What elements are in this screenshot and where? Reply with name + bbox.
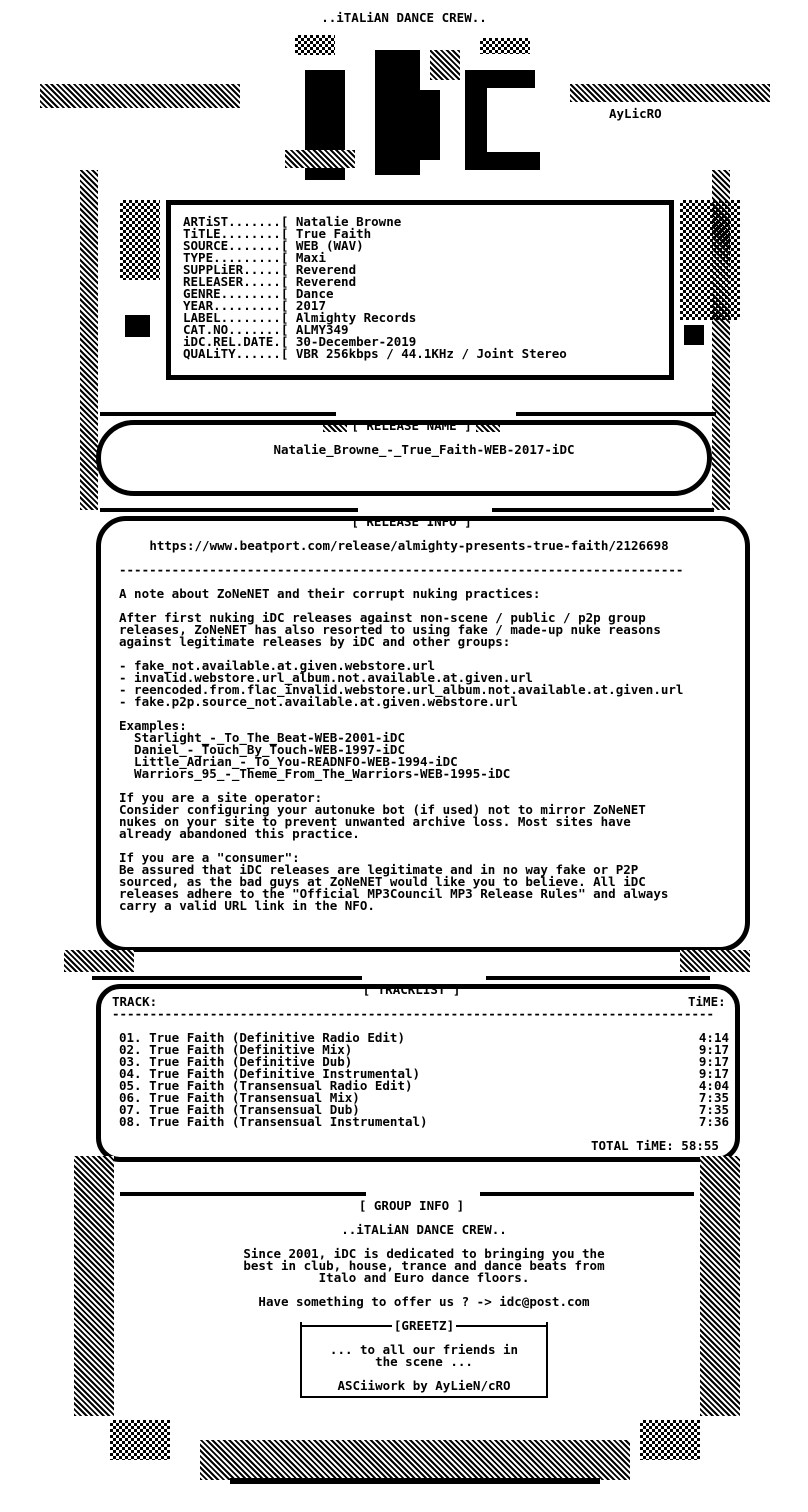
group-info-rule-left <box>120 1192 366 1196</box>
info-key: YEAR.........[ <box>183 298 289 313</box>
tracklist-ornament-left <box>64 950 134 972</box>
info-key: SUPPLiER.....[ <box>183 262 289 277</box>
left-dots <box>120 200 160 280</box>
operator-title: If you are a site operator: <box>119 790 323 805</box>
ascii-credit-top: AyLicRO <box>609 106 662 121</box>
info-key: QUALiTY......[ <box>183 346 289 361</box>
example-item: Little_Adrian_-_To_You-READNFO-WEB-1994-iDC <box>119 754 458 769</box>
info-key: TiTLE........[ <box>183 226 289 241</box>
nuke-reason-item: - invalid.webstore.url_album.not.available.at.given.url <box>119 670 533 685</box>
greetz-text <box>300 1344 548 1368</box>
greetz-line: ... to all our friends in <box>329 1342 519 1357</box>
time-header: TiME: <box>688 994 726 1009</box>
greetz-line: the scene ... <box>375 1354 473 1369</box>
info-value: ALMY349 <box>288 322 349 337</box>
consumer-text <box>119 864 719 912</box>
bottom-ornament-bar <box>230 1478 600 1484</box>
info-row <box>183 348 567 360</box>
tracklist-rule-right <box>486 976 710 980</box>
release-name-rule-right <box>516 412 716 416</box>
examples-list <box>119 732 719 780</box>
info-key: TYPE.........[ <box>183 250 289 265</box>
tracklist-label: [ TRACKLIST ] <box>359 982 465 997</box>
total-time: TOTAL TiME: 58:55 <box>591 1138 719 1153</box>
greetz-label: [GREETZ] <box>393 1318 455 1333</box>
track-row <box>119 1116 729 1128</box>
ascii-credit: ASCiiwork by AyLieN/cRO <box>337 1378 511 1393</box>
info-value: Natalie Browne <box>288 214 402 229</box>
info-value: True Faith <box>288 226 372 241</box>
info-value: Dance <box>288 286 334 301</box>
release-name-box <box>96 420 712 496</box>
track-time: 9:17 <box>698 1054 729 1069</box>
track-title: 06. True Faith (Transensual Mix) <box>119 1090 360 1105</box>
group-text-line: best in club, house, trance and dance beats from <box>243 1258 605 1273</box>
info-value: Maxi <box>288 250 326 265</box>
nuke-reason-item: - fake_not.available.at.given.webstore.url <box>119 658 436 673</box>
paragraph-line: After first nuking iDC releases against non-scene / public / p2p group <box>119 610 646 625</box>
divider: --------------------------------------------------------------------------- <box>119 562 684 577</box>
info-fields <box>183 216 567 360</box>
paragraph-line: already abandoned this practice. <box>119 826 360 841</box>
track-time: 9:17 <box>698 1066 729 1081</box>
paragraph-line: nukes on your site to prevent unwanted archive loss. Most sites have <box>119 814 631 829</box>
release-name-value: Natalie_Browne_-_True_Faith-WEB-2017-iDC <box>273 442 575 457</box>
info-value: Reverend <box>288 274 357 289</box>
track-time: 7:35 <box>698 1090 729 1105</box>
track-title: 01. True Faith (Definitive Radio Edit) <box>119 1030 405 1045</box>
info-key: GENRE........[ <box>183 286 289 301</box>
track-title: 05. True Faith (Transensual Radio Edit) <box>119 1078 413 1093</box>
left-ornament-top <box>40 84 240 108</box>
info-value: Reverend <box>288 262 357 277</box>
examples-title: Examples: <box>119 718 187 733</box>
group-text <box>0 1248 808 1284</box>
release-name-rule-left <box>100 412 336 416</box>
nuke-reason-item: - fake.p2p.source_not.available.at.given.webstore.url <box>119 694 518 709</box>
nuke-reasons-list <box>119 660 719 708</box>
tracklist-rule-left <box>92 976 362 980</box>
example-item: Starlight_-_To_The_Beat-WEB-2001-iDC <box>119 730 405 745</box>
track-title: 08. True Faith (Transensual Instrumental) <box>119 1114 428 1129</box>
track-time: 7:35 <box>698 1102 729 1117</box>
release-info-rule-right <box>492 508 714 512</box>
release-info-body <box>119 540 719 912</box>
info-key: iDC.REL.DATE.[ <box>183 334 289 349</box>
note-title: A note about ZoNeNET and their corrupt nuking practices: <box>119 586 541 601</box>
paragraph-line: sourced, as the bad guys at ZoNeNET would like you to believe. All iDC <box>119 874 646 889</box>
idc-logo <box>280 30 550 170</box>
consumer-title: If you are a "consumer": <box>119 850 300 865</box>
release-info-rule-left <box>100 508 358 512</box>
operator-text <box>119 804 719 840</box>
info-key: CAT.NO.......[ <box>183 322 289 337</box>
crew-line-top: ..iTALiAN DANCE CREW.. <box>321 10 487 25</box>
group-info-label: [ GROUP INFO ] <box>355 1198 468 1213</box>
info-key: SOURCE.......[ <box>183 238 289 253</box>
bottom-ornament-left <box>110 1420 170 1460</box>
info-key: ARTiST.......[ <box>183 214 289 229</box>
paragraph-line: against legitimate releases by iDC and other groups: <box>119 634 511 649</box>
info-value: Almighty Records <box>288 310 417 325</box>
beatport-url[interactable]: https://www.beatport.com/release/almighty-presents-true-faith/2126698 <box>149 538 669 553</box>
contact-line: Have something to offer us ? -> idc@post.com <box>258 1294 590 1309</box>
paragraph-line: releases adhere to the "Official MP3Council MP3 Release Rules" and always <box>119 886 669 901</box>
paragraph-line: Consider configuring your autonuke bot (if used) not to mirror ZoNeNET <box>119 802 646 817</box>
track-time: 4:14 <box>698 1030 729 1045</box>
info-value: VBR 256kbps / 44.1KHz / Joint Stereo <box>288 346 567 361</box>
track-title: 03. True Faith (Definitive Dub) <box>119 1054 353 1069</box>
info-value: WEB (WAV) <box>288 238 364 253</box>
paragraph-line: carry a valid URL link in the NFO. <box>119 898 375 913</box>
paragraph-line: releases, ZoNeNET has also resorted to using fake / made-up nuke reasons <box>119 622 661 637</box>
right-dots <box>680 200 740 320</box>
example-item: Warriors_95_-_Theme_From_The_Warriors-WEB-1995-iDC <box>119 766 511 781</box>
bottom-ornament <box>200 1440 630 1480</box>
nuke-reason-item: - reencoded.from.flac_invalid.webstore.url_album.not.available.at.given.url <box>119 682 684 697</box>
info-value: 2017 <box>288 298 326 313</box>
left-block <box>125 315 150 337</box>
info-key: RELEASER.....[ <box>183 274 289 289</box>
group-text-line: Italo and Euro dance floors. <box>318 1270 530 1285</box>
info-key: LABEL........[ <box>183 310 289 325</box>
track-title: 04. True Faith (Definitive Instrumental) <box>119 1066 421 1081</box>
bottom-ornament-right <box>640 1420 700 1460</box>
example-item: Daniel_-_Touch_By_Touch-WEB-1997-iDC <box>119 742 405 757</box>
paragraph-line: Be assured that iDC releases are legitimate and in no way fake or P2P <box>119 862 639 877</box>
track-time: 7:36 <box>698 1114 729 1129</box>
tracklist-divider: -------------------------------------------------------------------------------- <box>112 1008 715 1020</box>
right-block <box>684 325 704 345</box>
track-header: TRACK: <box>112 994 158 1009</box>
release-info-label: [ RELEASE INFO ] <box>347 514 475 529</box>
note-paragraph <box>119 612 719 648</box>
track-title: 07. True Faith (Transensual Dub) <box>119 1102 360 1117</box>
release-name-label: [ RELEASE NAME ] <box>347 418 475 433</box>
group-info-rule-right <box>480 1192 694 1196</box>
tracklist-ornament-right <box>680 950 750 972</box>
group-text-line: Since 2001, iDC is dedicated to bringing you the <box>243 1246 605 1261</box>
right-ornament-top <box>570 84 770 102</box>
track-title: 02. True Faith (Definitive Mix) <box>119 1042 353 1057</box>
track-time: 9:17 <box>698 1042 729 1057</box>
crew-line-bottom: ..iTALiAN DANCE CREW.. <box>341 1222 507 1237</box>
track-time: 4:04 <box>698 1078 729 1093</box>
info-value: 30-December-2019 <box>288 334 417 349</box>
